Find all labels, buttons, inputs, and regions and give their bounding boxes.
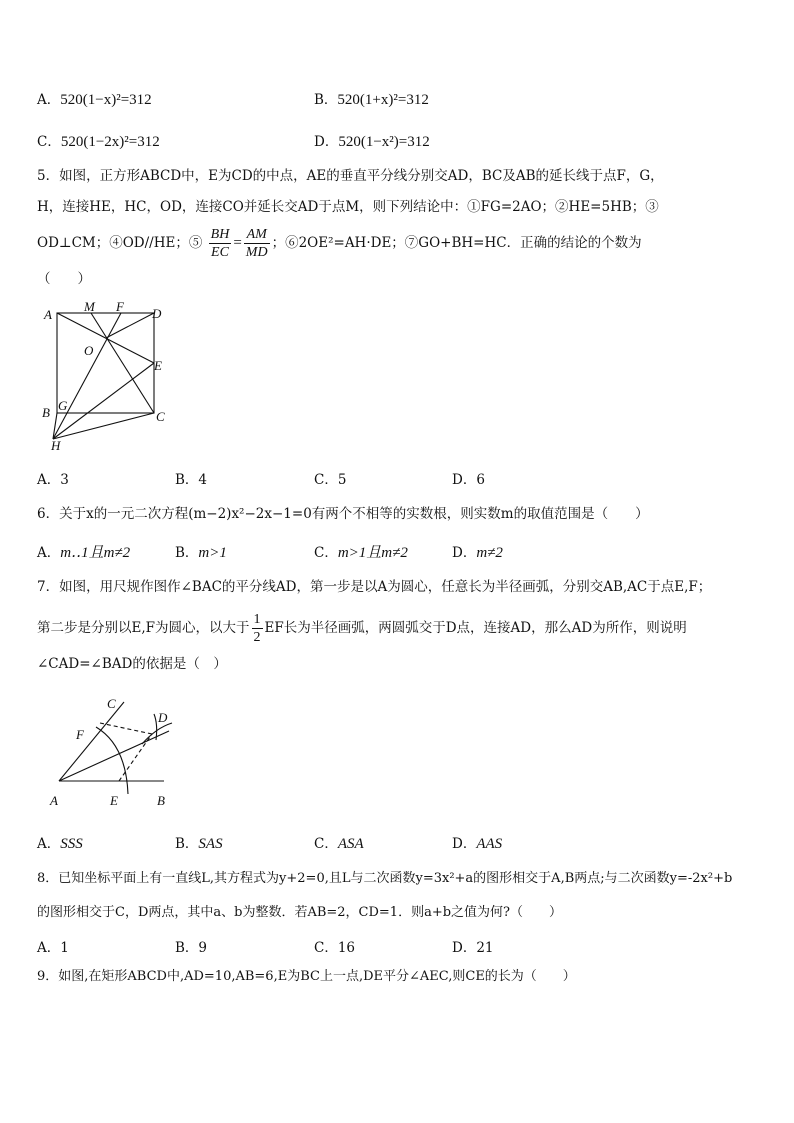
q5-fraction-bh-ec: $\frac{BH}{EC}$ — [210, 227, 230, 260]
dashed-fd — [100, 723, 152, 734]
fig7-label-a: A — [50, 793, 58, 808]
fig7-label-d: D — [158, 710, 168, 725]
fig5-label-e: E — [154, 358, 162, 373]
q6-option-d: D．m≠2 — [452, 545, 503, 561]
fig5-label-b: B — [42, 405, 50, 420]
q5-text-line1: 5．如图，正方形ABCD中，E为CD的中点，AE的垂直平分线分别交AD，BC及AB的延长线于点F，G， — [37, 168, 664, 184]
q4-option-b: B．520(1+x)²=312 — [314, 92, 429, 108]
fig7-label-e: E — [110, 793, 118, 808]
q4-option-c: C．520(1−2x)²=312 — [37, 134, 160, 150]
q4-option-a: A．520(1−x)²=312 — [37, 92, 152, 108]
arc-ef — [96, 727, 128, 794]
fig5-label-o: O — [84, 343, 94, 358]
q7-fraction-half: $\frac{1}{2}$ — [253, 612, 261, 645]
fig5-label-c: C — [156, 409, 165, 424]
fig7-label-b: B — [157, 793, 165, 808]
q7-option-d: D．AAS — [452, 836, 503, 852]
q5-answer-blank: （ ） — [37, 271, 91, 287]
q9-text: 9．如图,在矩形ABCD中,AD=10,AB=6,E为BC上一点,DE平分∠AEC,则CE的长为（ ） — [37, 969, 576, 984]
q8-option-d: D．21 — [452, 940, 494, 956]
arc-from-f — [154, 714, 157, 740]
q7-option-b: B．SAS — [175, 836, 223, 852]
q5-option-a: A．3 — [37, 472, 69, 488]
q6-text: 6．关于x的一元二次方程(m−2)x²−2x−1=0有两个不相等的实数根，则实数m的取值范围是（ ） — [37, 506, 649, 522]
q4-option-d: D．520(1−x²)=312 — [314, 134, 430, 150]
q8-option-b: B．9 — [175, 940, 208, 956]
q7-option-a: A．SSS — [37, 836, 83, 852]
segment-hc — [53, 413, 154, 439]
q8-option-c: C．16 — [314, 940, 356, 956]
segment-od — [106, 313, 154, 338]
q6-option-c: C．m>1且m≠2 — [314, 545, 408, 561]
fig5-label-m: M — [84, 300, 95, 314]
q8-text-line2: 的图形相交于C，D两点，其中a、b为整数．若AB=2，CD=1．则a+b之值为何?（ ） — [37, 905, 563, 920]
q7-text-line3: ∠CAD=∠BAD的依据是（ ） — [37, 656, 227, 672]
segment-he — [53, 363, 154, 439]
q5-option-d: D．6 — [452, 472, 485, 488]
q6-option-b: B．m>1 — [175, 545, 227, 561]
q8-text-line1: 8．已知坐标平面上有一直线L,其方程式为y+2=0,且L与二次函数y=3x²+a的图形相交于A,B两点;与二次函数y=-2x²+b — [37, 871, 733, 886]
fig7-label-f: F — [76, 727, 84, 742]
fig5-label-h: H — [51, 438, 61, 453]
q5-figure-square — [36, 300, 176, 455]
ray-ac — [59, 702, 124, 781]
q5-option-b: B．4 — [175, 472, 208, 488]
q8-option-a: A．1 — [37, 940, 69, 956]
perpendicular-bisector-fh — [53, 313, 121, 439]
q5-fraction-am-md: $\frac{AM}{MD}$ — [245, 227, 268, 260]
q6-option-a: A．m‥1且m≠2 — [37, 545, 131, 561]
fig5-label-f: F — [116, 300, 124, 314]
q7-option-c: C．ASA — [314, 836, 364, 852]
q5-text-line3: OD⊥CM；④OD//HE；⑤ $\frac{BH}{EC}$ = $\frac{AM}{MD}$ ；⑥2OE²=AH·DE；⑦GO+BH=HC．正确的结论的个数为 — [37, 227, 642, 260]
q5-text-line2: H，连接HE，HC，OD，连接CO并延长交AD于点M，则下列结论中：①FG=2AO；②HE=5HB；③ — [37, 199, 659, 215]
q7-text-line2: 第二步是分别以E,F为圆心，以大于 $\frac{1}{2}$ EF长为半径画弧，两圆弧交于D点，连接AD，那么AD为所作，则说明 — [37, 612, 687, 645]
fig5-label-g: G — [58, 398, 68, 413]
q7-text-line1: 7．如图，用尺规作图作∠BAC的平分线AD，第一步是以A为圆心，任意长为半径画弧，分别交AB,AC于点E,F； — [37, 579, 712, 595]
fig7-label-c: C — [107, 696, 116, 711]
fig5-label-a: A — [44, 307, 52, 322]
q7-figure-bisector — [44, 690, 184, 812]
q5-option-c: C．5 — [314, 472, 347, 488]
segment-cm — [91, 313, 154, 413]
fig5-label-d: D — [152, 306, 162, 321]
square-abcd — [57, 313, 154, 413]
